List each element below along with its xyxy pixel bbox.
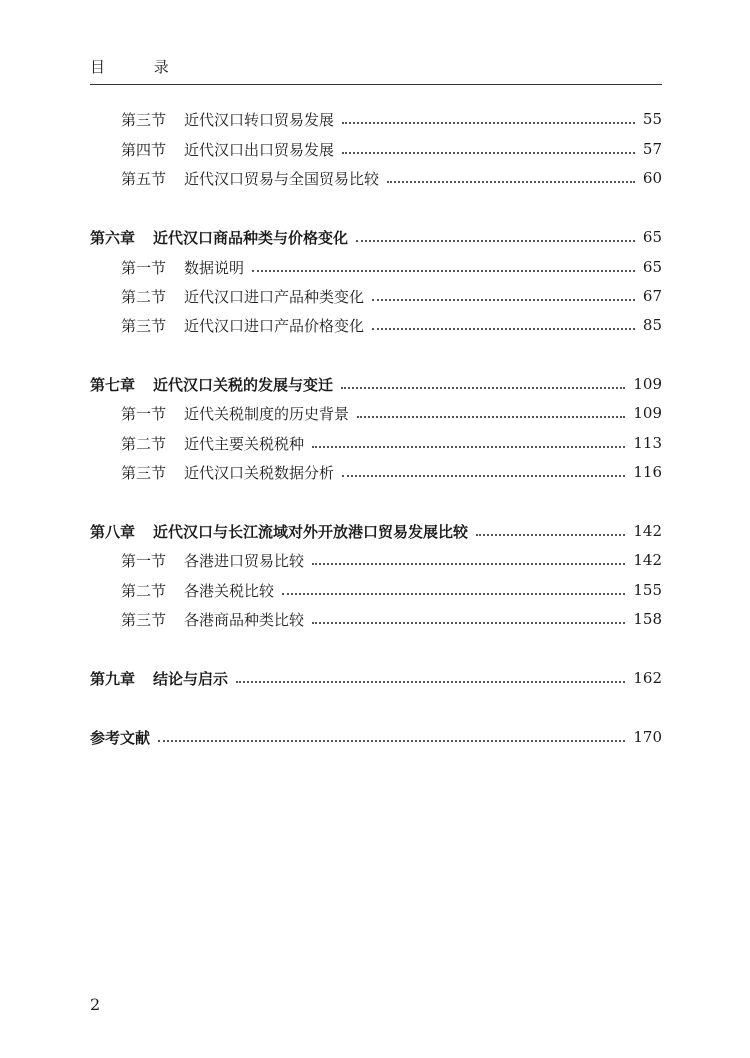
toc-entry-number: 第二节 — [121, 434, 167, 453]
page-number: 2 — [90, 995, 101, 1014]
toc-entry-page: 55 — [642, 110, 662, 128]
toc-section-entry[interactable] — [121, 402, 662, 424]
dot-leader — [387, 180, 635, 183]
toc-section-entry[interactable] — [121, 549, 662, 571]
toc-chapter-entry[interactable] — [90, 667, 662, 689]
toc-entry-page: 109 — [633, 404, 662, 422]
dot-leader — [342, 151, 635, 154]
dot-leader — [158, 739, 625, 742]
dot-leader — [312, 445, 625, 448]
toc-entry-number: 第八章 — [90, 522, 136, 541]
toc-entry-title: 各港商品种类比较 — [184, 610, 305, 629]
toc-entry-page: 170 — [633, 728, 662, 746]
dot-leader — [312, 621, 625, 624]
toc-entry-page: 142 — [633, 522, 662, 540]
toc-entry-page: 65 — [642, 258, 662, 276]
toc-entry-title: 近代关税制度的历史背景 — [184, 404, 350, 423]
toc-entry-number: 参考文献 — [90, 728, 151, 747]
toc-section-entry[interactable] — [121, 138, 662, 160]
toc-entry-title: 近代主要关税税种 — [184, 434, 305, 453]
toc-section-entry[interactable] — [121, 314, 662, 336]
dot-leader — [342, 474, 625, 477]
toc-entry-title: 近代汉口转口贸易发展 — [184, 110, 335, 129]
toc-entry-title: 近代汉口商品种类与价格变化 — [153, 228, 349, 247]
toc-entry-page: 113 — [633, 434, 662, 452]
dot-leader — [312, 562, 625, 565]
toc-entry-title: 各港进口贸易比较 — [184, 551, 305, 570]
toc-section-entry[interactable] — [121, 432, 662, 454]
toc-entry-number: 第三节 — [121, 110, 167, 129]
dot-leader — [236, 680, 625, 683]
toc-entry-number: 第四节 — [121, 140, 167, 159]
toc-chapter-entry[interactable] — [90, 726, 662, 748]
toc-section-entry[interactable] — [121, 608, 662, 630]
toc-entry-title: 近代汉口进口产品价格变化 — [184, 316, 365, 335]
toc-section-entry[interactable] — [121, 285, 662, 307]
toc-entry-page: 158 — [633, 610, 662, 628]
toc-entry-page: 57 — [642, 140, 662, 158]
toc-entry-number: 第三节 — [121, 463, 167, 482]
toc-entry-page: 85 — [642, 316, 662, 334]
toc-entry-number: 第一节 — [121, 404, 167, 423]
dot-leader — [342, 121, 635, 124]
toc-entry-number: 第三节 — [121, 610, 167, 629]
toc-section-entry[interactable] — [121, 256, 662, 278]
toc-chapter-entry[interactable] — [90, 226, 662, 248]
toc-entry-title: 近代汉口关税的发展与变迁 — [153, 375, 334, 394]
dot-leader — [356, 239, 635, 242]
toc-entry-page: 116 — [633, 463, 662, 481]
dot-leader — [341, 386, 625, 389]
dot-leader — [372, 298, 635, 301]
toc-entry-page: 155 — [633, 581, 662, 599]
dot-leader — [476, 533, 625, 536]
toc-entry-page: 109 — [633, 375, 662, 393]
toc-section-entry[interactable] — [121, 461, 662, 483]
toc-entry-page: 162 — [633, 669, 662, 687]
dot-leader — [372, 327, 635, 330]
toc-entry-title: 近代汉口与长江流域对外开放港口贸易发展比较 — [153, 522, 469, 541]
dot-leader — [357, 415, 625, 418]
toc-entry-title: 近代汉口进口产品种类变化 — [184, 287, 365, 306]
toc-entry-title: 各港关税比较 — [184, 581, 275, 600]
toc-entry-number: 第三节 — [121, 316, 167, 335]
toc-entry-page: 67 — [642, 287, 662, 305]
toc-entry-number: 第二节 — [121, 581, 167, 600]
toc-entry-page: 60 — [642, 169, 662, 187]
toc-entry-title: 近代汉口关税数据分析 — [184, 463, 335, 482]
toc-section-entry[interactable] — [121, 579, 662, 601]
dot-leader — [282, 592, 625, 595]
toc-entry-number: 第七章 — [90, 375, 136, 394]
toc-entry-title: 结论与启示 — [153, 669, 229, 688]
toc-entry-title: 近代汉口贸易与全国贸易比较 — [184, 169, 380, 188]
toc-entry-number: 第六章 — [90, 228, 136, 247]
toc-entry-number: 第一节 — [121, 258, 167, 277]
toc-entry-title: 近代汉口出口贸易发展 — [184, 140, 335, 159]
toc-entry-title: 数据说明 — [184, 258, 245, 277]
toc-entry-number: 第九章 — [90, 669, 136, 688]
toc-chapter-entry[interactable] — [90, 373, 662, 395]
dot-leader — [252, 269, 635, 272]
toc-entry-number: 第一节 — [121, 551, 167, 570]
toc-entry-number: 第二节 — [121, 287, 167, 306]
running-header: 目 录 — [90, 58, 191, 76]
toc-chapter-entry[interactable] — [90, 520, 662, 542]
toc-entry-page: 65 — [642, 228, 662, 246]
toc-section-entry[interactable] — [121, 167, 662, 189]
toc-entry-page: 142 — [633, 551, 662, 569]
toc-section-entry[interactable] — [121, 108, 662, 130]
toc-entry-number: 第五节 — [121, 169, 167, 188]
